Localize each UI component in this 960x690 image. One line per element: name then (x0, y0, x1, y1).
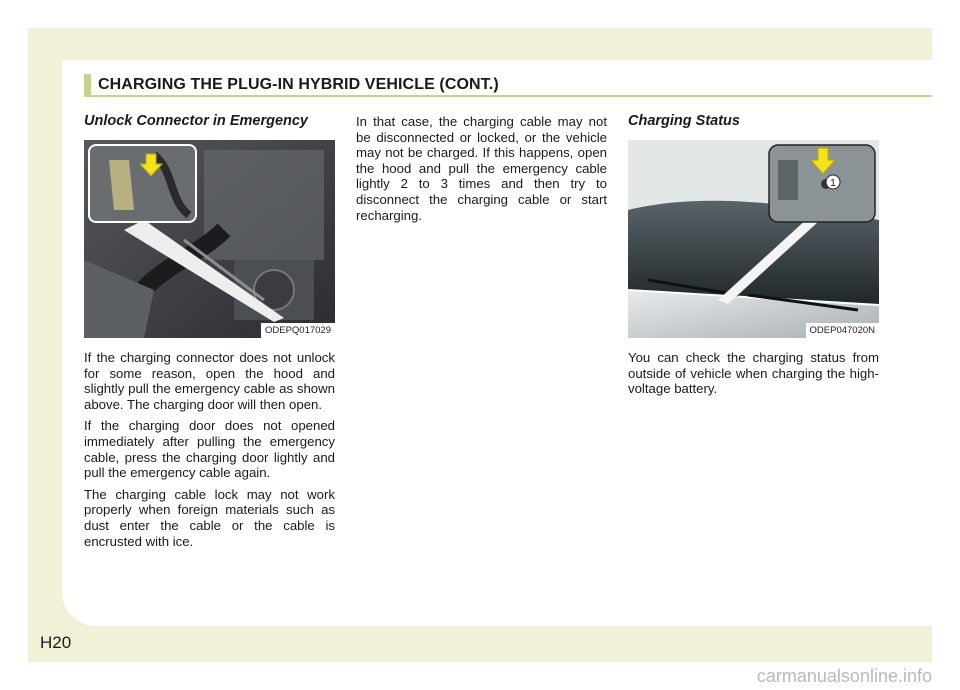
heading-unlock-connector: Unlock Connector in Emergency (84, 113, 308, 129)
callout-number: 1 (830, 178, 836, 189)
heading-charging-status: Charging Status (628, 113, 740, 129)
figure-code: ODEP047020N (806, 323, 879, 338)
paragraph: If the charging door does not opened immediately after pulling the emergency cable, press the charging door lightly and pull the emergency cable again. (84, 418, 335, 481)
windshield-illustration (628, 140, 879, 338)
section-marker (84, 74, 91, 96)
figure-code: ODEPQ017029 (261, 323, 335, 338)
left-body-text (84, 350, 335, 555)
paragraph: In that case, the charging cable may not be disconnected or locked, or the vehicle may not be charged. If this happens, open the hood and pull the emergency cable lightly 2 to 3 times and then try to disconnect the charging cable or start recharging. (356, 114, 607, 223)
middle-body-text (356, 114, 607, 229)
engine-bay-illustration (84, 140, 335, 338)
watermark: carmanualsonline.info (756, 666, 932, 686)
paragraph: If the charging connector does not unlock for some reason, open the hood and slightly pull the emergency cable as shown above. The charging door will then open. (84, 350, 335, 412)
paragraph: You can check the charging status from outside of vehicle when charging the high-voltage battery. (628, 350, 879, 397)
windshield-figure (628, 140, 879, 338)
paragraph: The charging cable lock may not work properly when foreign materials such as dust enter the cable or the cable is encrusted with ice. (84, 486, 335, 549)
right-body-text (628, 350, 879, 403)
engine-bay-figure (84, 140, 335, 338)
page-number: H20 (40, 633, 72, 652)
section-rule (84, 95, 932, 97)
section-title: CHARGING THE PLUG-IN HYBRID VEHICLE (CONT.) (98, 76, 499, 93)
